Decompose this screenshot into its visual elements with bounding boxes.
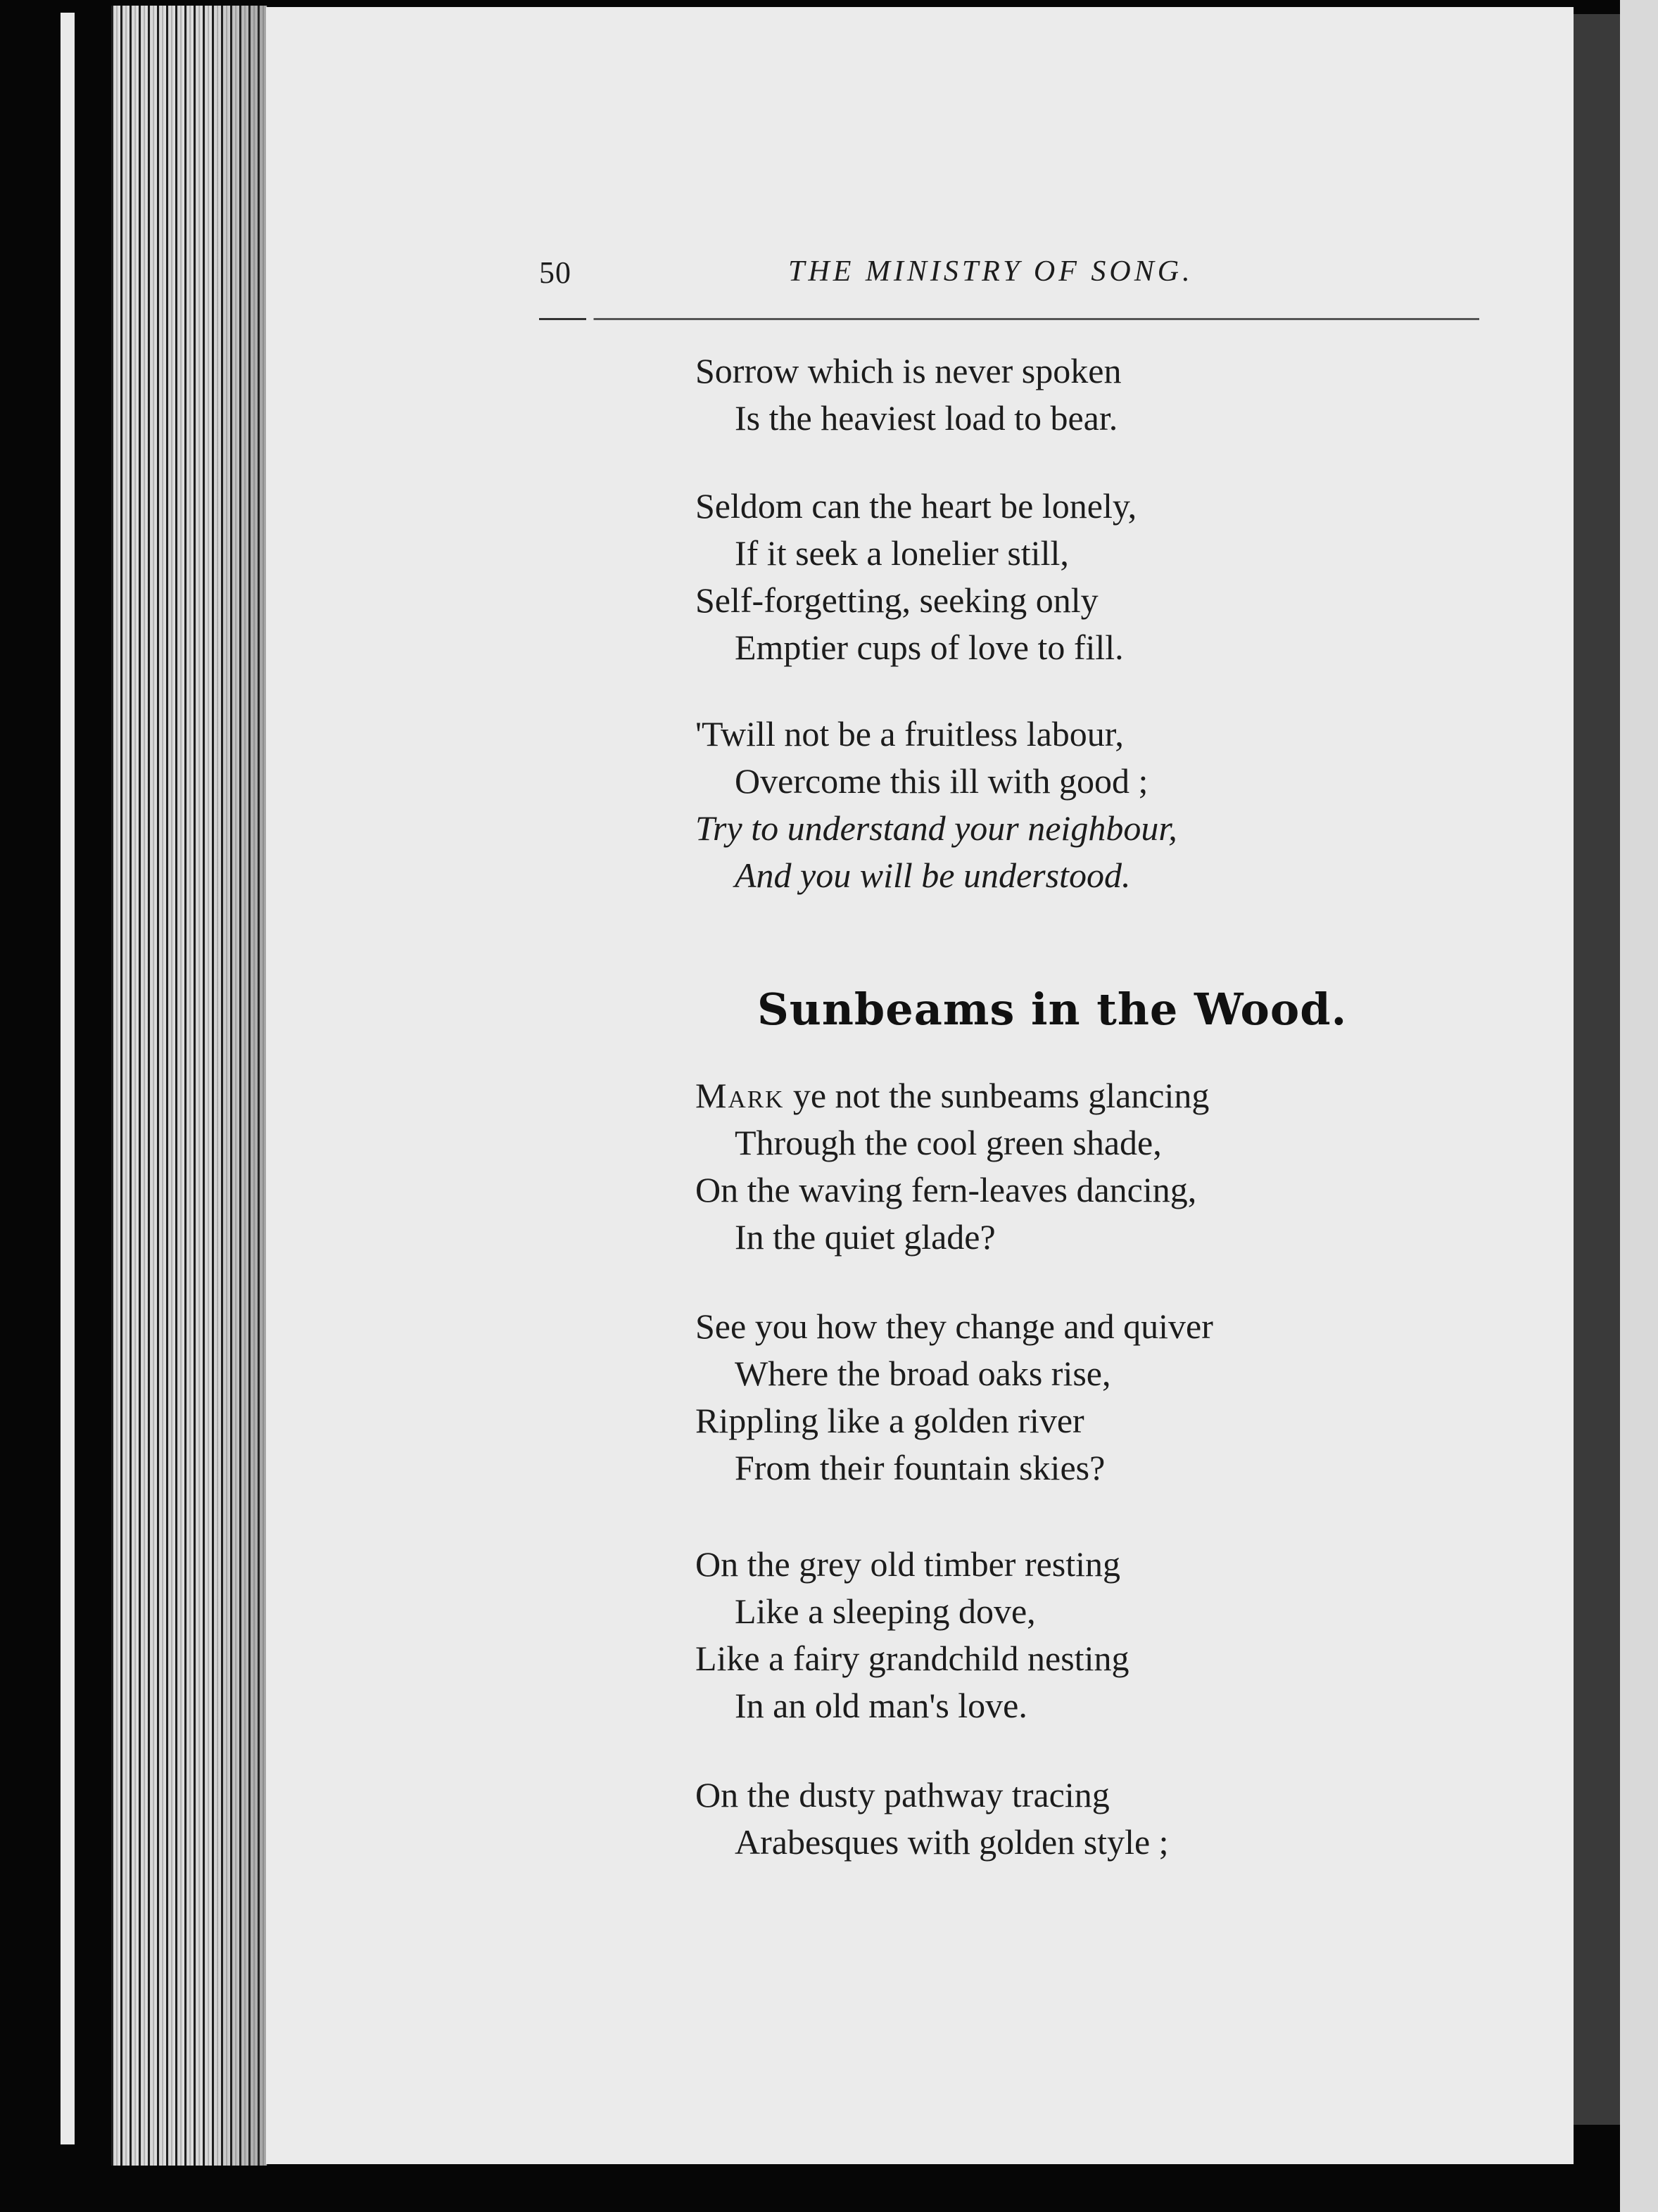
poem-title: Sunbeams in the Wood. xyxy=(757,984,1348,1035)
header-rule xyxy=(539,318,1479,320)
poem-line-italic: Try to understand your neighbour, xyxy=(695,808,1177,848)
poem-line: See you how they change and quiver xyxy=(695,1307,1213,1346)
poem-line: Like a sleeping dove, xyxy=(735,1591,1036,1631)
poem-line-first xyxy=(695,1072,1399,1119)
stanza xyxy=(695,1303,1399,1492)
poem-line: Arabesques with golden style ; xyxy=(735,1822,1169,1862)
running-head xyxy=(539,255,1482,297)
poem-line: On the grey old timber resting xyxy=(695,1544,1121,1584)
poem-line: From their fountain skies? xyxy=(735,1448,1106,1487)
book-cover-edge xyxy=(61,13,75,2144)
poem-line: Emptier cups of love to fill. xyxy=(735,628,1124,667)
poem-line: If it seek a lonelier still, xyxy=(735,533,1069,573)
stanza xyxy=(695,1072,1399,1261)
poem-line: Through the cool green shade, xyxy=(735,1123,1162,1162)
poem-line: Self-forgetting, seeking only xyxy=(695,580,1099,620)
poem-line: Seldom can the heart be lonely, xyxy=(695,486,1137,526)
poem-line: Sorrow which is never spoken xyxy=(695,351,1122,390)
running-title: THE MINISTRY OF SONG. xyxy=(788,255,1194,288)
page-gutter-shadow xyxy=(211,6,267,2166)
poem-line: In the quiet glade? xyxy=(735,1217,996,1257)
stanza xyxy=(695,1772,1399,1866)
stanza xyxy=(695,348,1399,442)
poem-line: Is the heaviest load to bear. xyxy=(735,398,1118,438)
stanza xyxy=(695,1541,1399,1729)
poem-line: Overcome this ill with good ; xyxy=(735,761,1148,801)
first-line-rest: ye not the sunbeams glancing xyxy=(784,1076,1210,1115)
poem-line: In an old man's love. xyxy=(735,1686,1027,1725)
poem-line: 'Twill not be a fruitless labour, xyxy=(695,714,1124,754)
page-number: 50 xyxy=(539,255,571,290)
drop-word: Mark xyxy=(695,1076,785,1115)
stanza xyxy=(695,711,1399,899)
poem-line: On the dusty pathway tracing xyxy=(695,1775,1110,1814)
poem-line-italic: And you will be understood. xyxy=(735,856,1131,895)
poem-line: Like a fairy grandchild nesting xyxy=(695,1639,1129,1678)
right-page-edge xyxy=(1574,14,1620,2125)
poem-line: Where the broad oaks rise, xyxy=(735,1354,1111,1393)
stanza xyxy=(695,483,1399,671)
scan-margin xyxy=(1620,0,1658,2212)
poem-line: On the waving fern-leaves dancing, xyxy=(695,1170,1197,1209)
poem-line: Rippling like a golden river xyxy=(695,1401,1084,1440)
